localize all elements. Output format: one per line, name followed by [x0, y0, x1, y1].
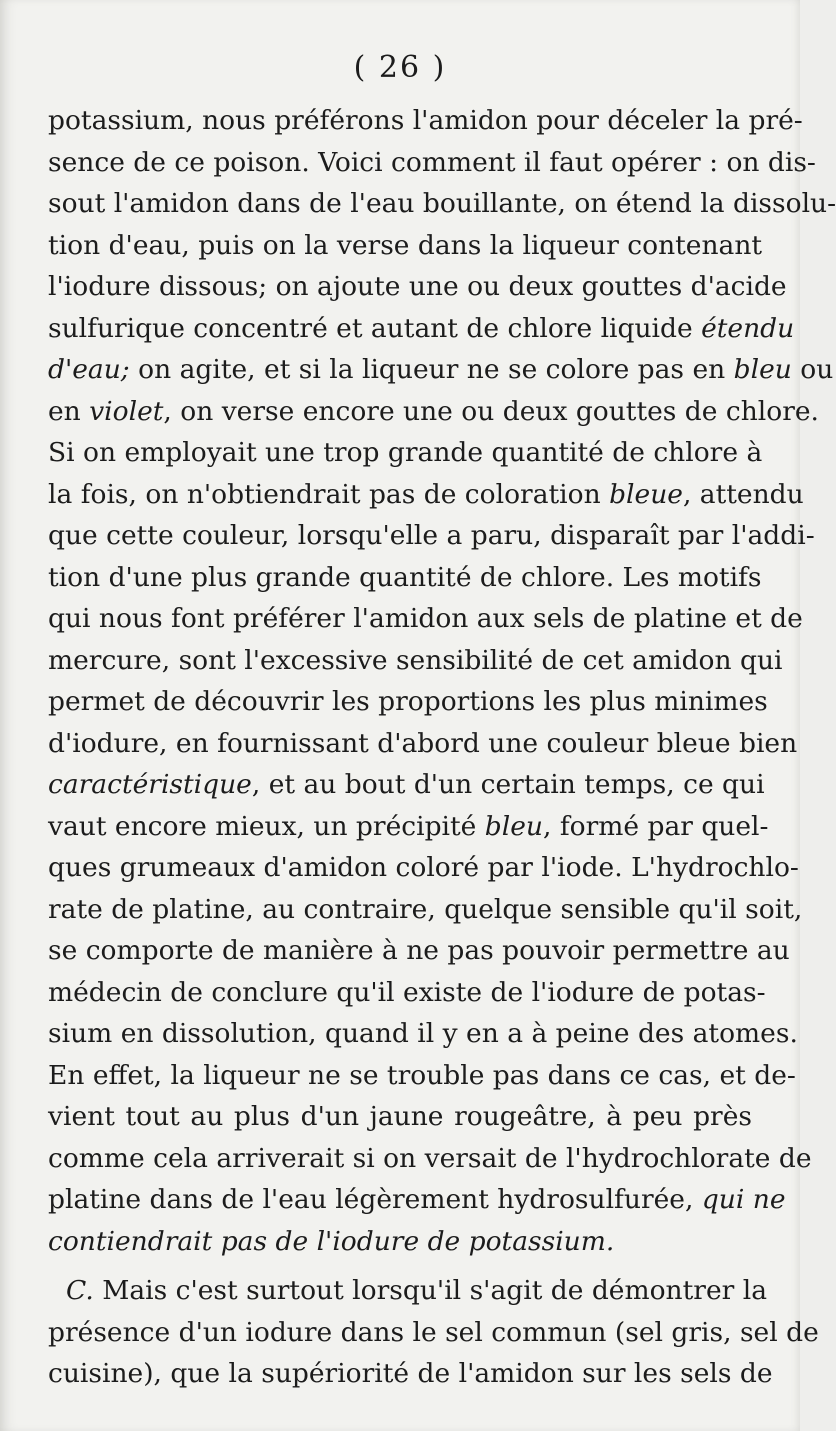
- text-line: Si on employait une trop grande quantité de chlore à: [48, 437, 763, 468]
- text-line: l'iodure dissous; on ajoute une ou deux gouttes d'acide: [48, 271, 787, 302]
- text-line: potassium, nous préférons l'amidon pour déceler la pré-: [48, 105, 803, 136]
- text-line: médecin de conclure qu'il existe de l'iodure de potas-: [48, 976, 766, 1008]
- text-line: permet de découvrir les proportions les plus minimes: [48, 686, 768, 717]
- text-line: vient tout au plus d'un jaune rougeâtre, à peu près: [48, 1101, 752, 1132]
- text-line: en violet, on verse encore une ou deux gouttes de chlore.: [48, 395, 819, 427]
- page-number: ( 26 ): [353, 50, 447, 85]
- text-line: comme cela arriverait si on versait de l'hydrochlorate de: [48, 1142, 812, 1174]
- body-text: [48, 100, 836, 1395]
- text-line: sium en dissolution, quand il y en a à peine des atomes.: [48, 1018, 798, 1049]
- paragraph: [48, 100, 836, 1262]
- text-line: mercure, sont l'excessive sensibilité de cet amidon qui: [48, 644, 783, 676]
- text-line: d'iodure, en fournissant d'abord une couleur bleue bien: [48, 727, 798, 759]
- text-line: rate de platine, au contraire, quelque sensible qu'il soit,: [48, 893, 803, 925]
- text-line: C. Mais c'est surtout lorsqu'il s'agit de démontrer la: [66, 1275, 767, 1306]
- text-line: la fois, on n'obtiendrait pas de coloration bleue, attendu: [48, 478, 804, 510]
- text-line: tion d'eau, puis on la verse dans la liqueur contenant: [48, 229, 763, 261]
- text-line: ques grumeaux d'amidon coloré par l'iode. L'hydrochlo-: [48, 852, 799, 883]
- text-line: d'eau; on agite, et si la liqueur ne se colore pas en bleu ou: [48, 354, 834, 385]
- text-line: platine dans de l'eau légèrement hydrosulfurée, qui ne: [48, 1184, 786, 1215]
- text-line: que cette couleur, lorsqu'elle a paru, disparaît par l'addi-: [48, 520, 815, 551]
- text-line: vaut encore mieux, un précipité bleu, formé par quel-: [48, 810, 769, 842]
- text-line: contiendrait pas de l'iodure de potassium.: [48, 1225, 615, 1257]
- text-line: se comporte de manière à ne pas pouvoir permettre au: [48, 935, 790, 966]
- text-line: cuisine), que la supériorité de l'amidon sur les sels de: [48, 1358, 773, 1389]
- text-line: sulfurique concentré et autant de chlore liquide étendu: [48, 312, 795, 344]
- text-line: caractéristique, et au bout d'un certain temps, ce qui: [48, 769, 765, 800]
- text-line: En effet, la liqueur ne se trouble pas dans ce cas, et de-: [48, 1059, 796, 1091]
- text-line: sence de ce poison. Voici comment il faut opérer : on dis-: [48, 146, 816, 178]
- text-line: qui nous font préférer l'amidon aux sels de platine et de: [48, 603, 803, 634]
- paragraph: [48, 1270, 819, 1395]
- text-line: tion d'une plus grande quantité de chlore. Les motifs: [48, 561, 762, 593]
- text-line: présence d'un iodure dans le sel commun (sel gris, sel de: [48, 1316, 819, 1348]
- text-line: sout l'amidon dans de l'eau bouillante, on étend la dissolu-: [48, 188, 836, 219]
